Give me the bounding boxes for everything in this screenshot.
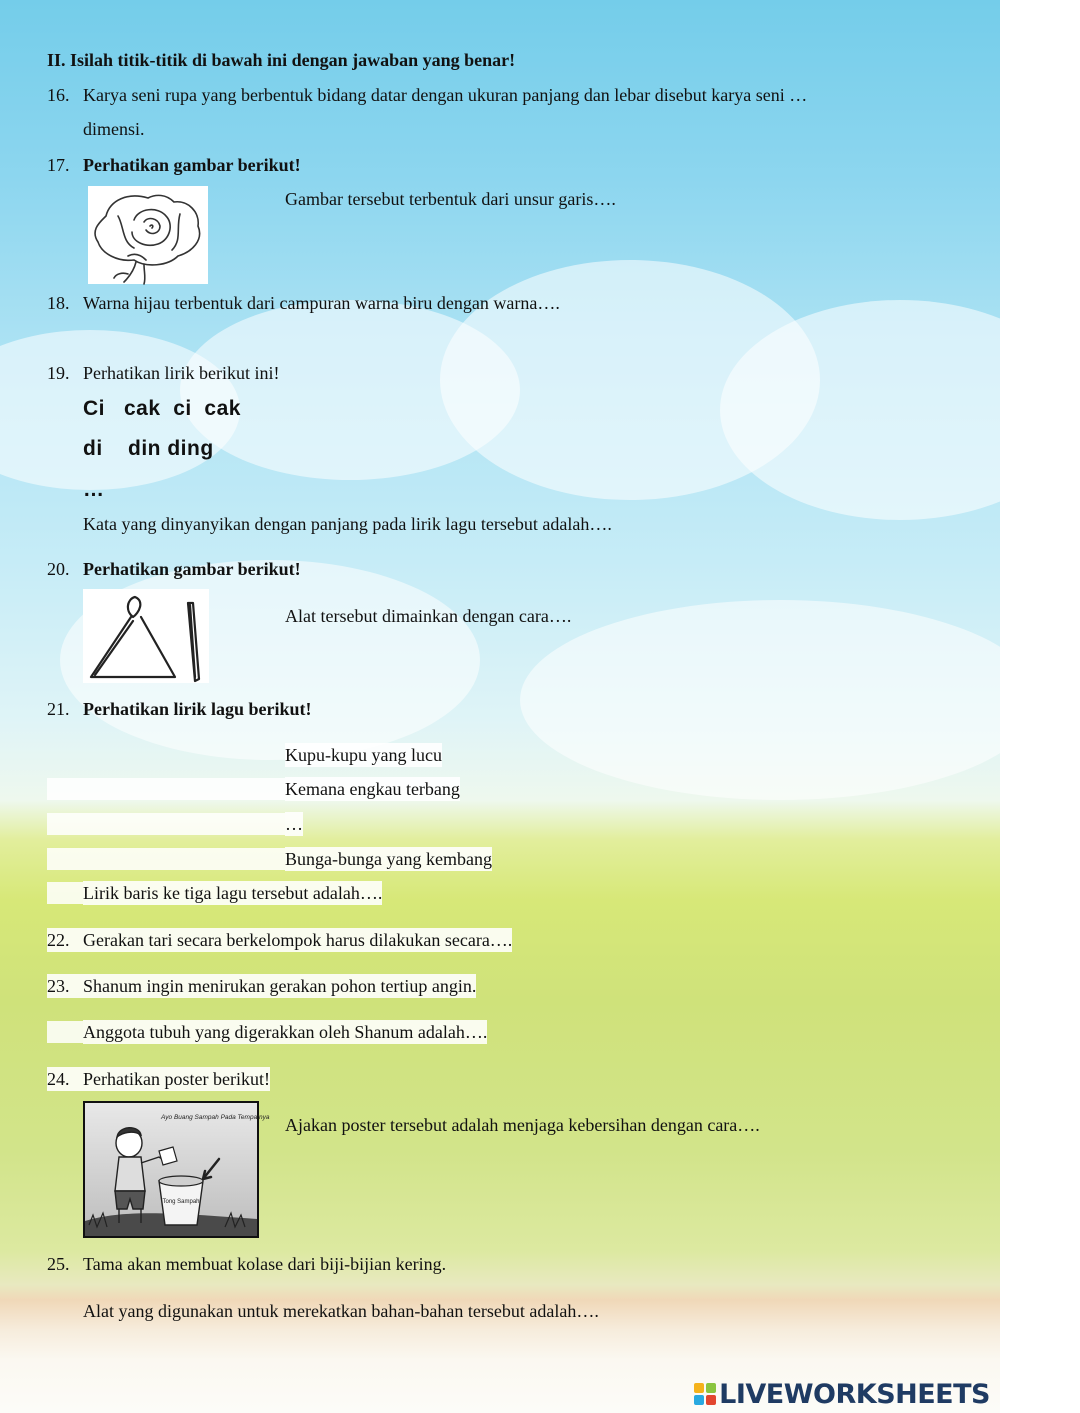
text-highlight: [47, 1021, 83, 1043]
rose-drawing: [88, 186, 208, 284]
question-21-title: Perhatikan lirik lagu berikut!: [83, 699, 312, 719]
text-highlight: [47, 778, 285, 800]
question-number: 20.: [47, 559, 70, 579]
lyric-line-1: Ci cak ci cak: [83, 397, 241, 420]
poster-drawing: [85, 1103, 270, 1236]
question-number: 25.: [47, 1254, 70, 1274]
question-number: 22.: [47, 928, 83, 952]
poster-image: [83, 1101, 270, 1238]
question-16-text: Karya seni rupa yang berbentuk bidang datar dengan ukuran panjang dan lebar disebut karya seni …: [83, 85, 808, 105]
text-highlight: [47, 813, 285, 835]
song-lyric-line: Bunga-bunga yang kembang: [285, 849, 492, 869]
liveworksheets-logo: [694, 1379, 990, 1409]
question-number: 17.: [47, 155, 70, 175]
question-17-text: Gambar tersebut terbentuk dari unsur garis….: [285, 189, 616, 209]
question-24-title: Perhatikan poster berikut!: [83, 1069, 270, 1089]
brand-name: LIVEWORKSHEETS: [719, 1378, 990, 1410]
question-24-text: Ajakan poster tersebut adalah menjaga kebersihan dengan cara….: [285, 1115, 760, 1135]
logo-icon: [694, 1383, 716, 1405]
rose-drawing-image: [88, 186, 208, 284]
question-number: 21.: [47, 699, 70, 719]
question-20-title: Perhatikan gambar berikut!: [83, 559, 301, 579]
question-18-text: Warna hijau terbentuk dari campuran warna biru dengan warna….: [83, 293, 560, 313]
question-19-text: Kata yang dinyanyikan dengan panjang pada lirik lagu tersebut adalah….: [83, 514, 612, 534]
poster-caption: Ayo Buang Sampah Pada Tempatnya: [161, 1114, 270, 1121]
text-highlight: [47, 848, 285, 870]
song-lyric-line: Kemana engkau terbang: [285, 779, 460, 799]
section-title: II. Isilah titik-titik di bawah ini dengan jawaban yang benar!: [47, 50, 516, 70]
lyric-line-2: di din ding: [83, 437, 214, 460]
question-number: 23.: [47, 974, 83, 998]
question-21-text: Lirik baris ke tiga lagu tersebut adalah….: [83, 883, 383, 903]
question-number: 24.: [47, 1067, 83, 1091]
question-number: 18.: [47, 293, 70, 313]
song-lyric-line: Kupu-kupu yang lucu: [285, 745, 442, 765]
question-22-text: Gerakan tari secara berkelompok harus dilakukan secara….: [83, 930, 513, 950]
triangle-instrument-image: [83, 589, 209, 683]
question-number: 19.: [47, 363, 70, 383]
bin-label: Tong Sampah: [162, 1199, 200, 1205]
cloud: [520, 600, 1040, 800]
question-17-title: Perhatikan gambar berikut!: [83, 155, 301, 175]
question-number: 16.: [47, 85, 70, 105]
question-25-text: Tama akan membuat kolase dari biji-bijian kering.: [83, 1254, 447, 1274]
question-20-text: Alat tersebut dimainkan dengan cara….: [285, 606, 572, 626]
lyric-line-3: …: [83, 478, 105, 501]
question-16-text-continued: dimensi.: [83, 119, 145, 139]
question-25-text-continued: Alat yang digunakan untuk merekatkan bahan-bahan tersebut adalah….: [83, 1301, 599, 1321]
question-23-text: Shanum ingin menirukan gerakan pohon tertiup angin.: [83, 976, 477, 996]
text-highlight: [47, 882, 83, 904]
song-lyric-line: …: [285, 814, 303, 834]
triangle-instrument-drawing: [83, 589, 209, 683]
question-19-title: Perhatikan lirik berikut ini!: [83, 363, 280, 383]
question-23-text-continued: Anggota tubuh yang digerakkan oleh Shanum adalah….: [83, 1022, 488, 1042]
cloud: [720, 300, 1080, 520]
